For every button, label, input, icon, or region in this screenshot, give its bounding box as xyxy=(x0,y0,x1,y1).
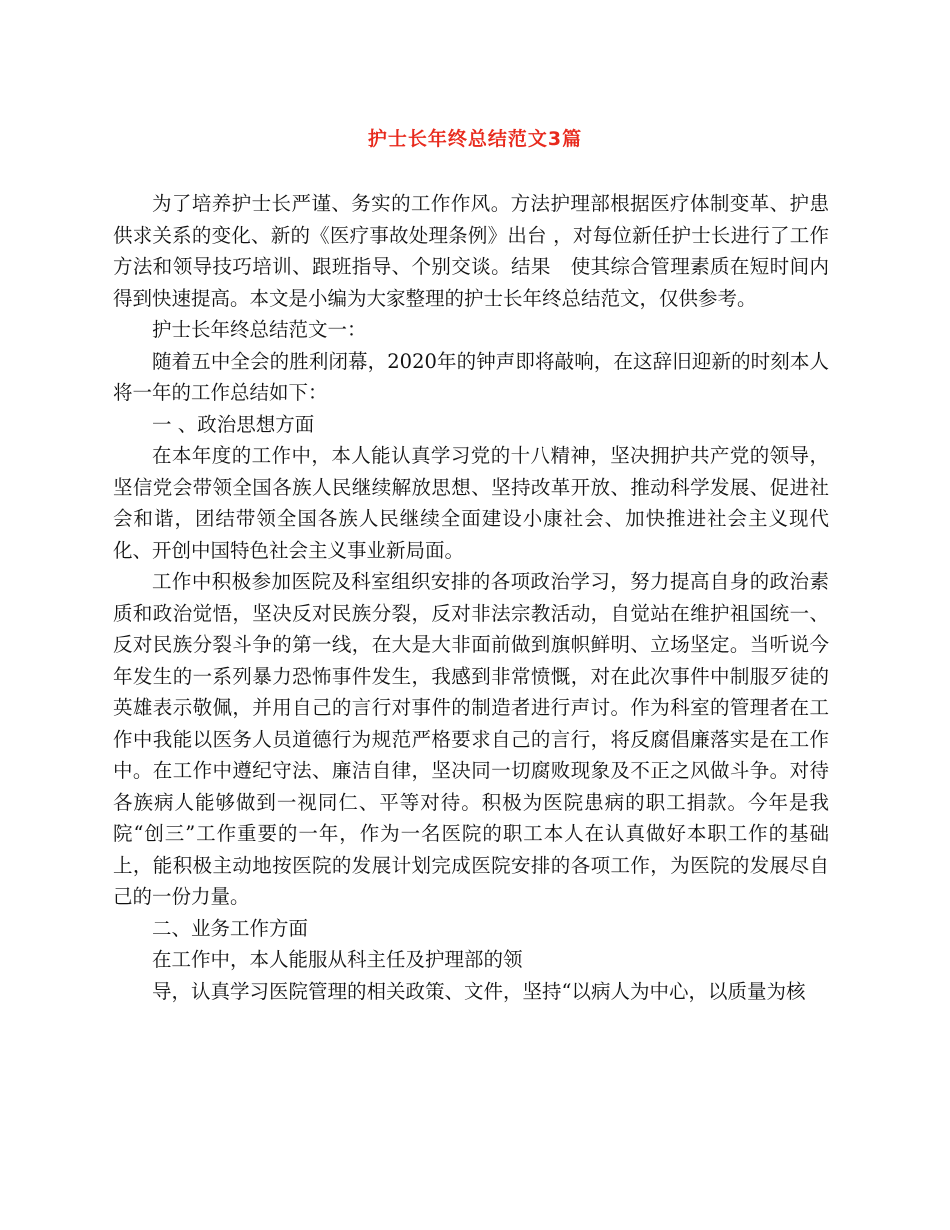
political-paragraph-1: 在本年度的工作中，本人能认真学习党的十八精神，坚决拥护共产党的领导，坚信党会带领全国各族人民继续解放思想、坚持改革开放、推动科学发展、促进社会和谐，团结带领全国各族人民继续全面建设小康社会、加快推进社会主义现代化、开创中国特色社会主义事业新局面。 xyxy=(113,444,829,562)
document-title: 护士长年终总结范文3篇 xyxy=(367,128,583,150)
business-paragraph-line-2: 导，认真学习医院管理的相关政策、文件，坚持“以病人为中心，以质量为核 xyxy=(152,979,806,1003)
political-paragraph-2: 工作中积极参加医院及科室组织安排的各项政治学习，努力提高自身的政治素质和政治觉悟，坚决反对民族分裂，反对非法宗教活动，自觉站在维护祖国统一、反对民族分裂斗争的第一线，在大是大非面前做到旗帜鲜明、立场坚定。当听说今年发生的一系列暴力恐怖事件发生，我感到非常愤慨，对在此次事件中制服歹徒的英雄表示敬佩，并用自己的言行对事件的制造者进行声讨。作为科室的管理者在工作中我能以医务人员道德行为规范严格要求自己的言行，将反腐倡廉落实是在工作中。在工作中遵纪守法、廉洁自律，坚决同一切腐败现象及不正之风做斗争。对待各族病人能够做到一视同仁、平等对待。积极为医院患病的职工捐款。今年是我院“创三”工作重要的一年，作为一名医院的职工本人在认真做好本职工作的基础上，能积极主动地按医院的发展计划完成医院安排的各项工作，为医院的发展尽自己的一份力量。 xyxy=(113,570,829,908)
section-heading-political: 一 、政治思想方面 xyxy=(152,412,315,436)
business-paragraph-line-1: 在工作中，本人能服从科主任及护理部的领 xyxy=(152,948,523,971)
section-heading-business: 二、业务工作方面 xyxy=(152,916,309,940)
document-body xyxy=(113,188,829,1007)
opening-paragraph: 随着五中全会的胜利闭幕，2020年的钟声即将敲响，在这辞旧迎新的时刻本人将一年的工作总结如下： xyxy=(113,349,829,404)
intro-paragraph: 为了培养护士长严谨、务实的工作作风。方法护理部根据医疗体制变革、护患供求关系的变化、新的《医疗事故处理条例》出台 ，对每位新任护士长进行了工作方法和领导技巧培训、跟班指导、个别交谈。结果 使其综合管理素质在短时间内得到快速提高。本文是小编为大家整理的护士长年终总结范文，仅供参考。 xyxy=(113,192,829,310)
section-heading-sample-one: 护士长年终总结范文一： xyxy=(152,318,367,341)
